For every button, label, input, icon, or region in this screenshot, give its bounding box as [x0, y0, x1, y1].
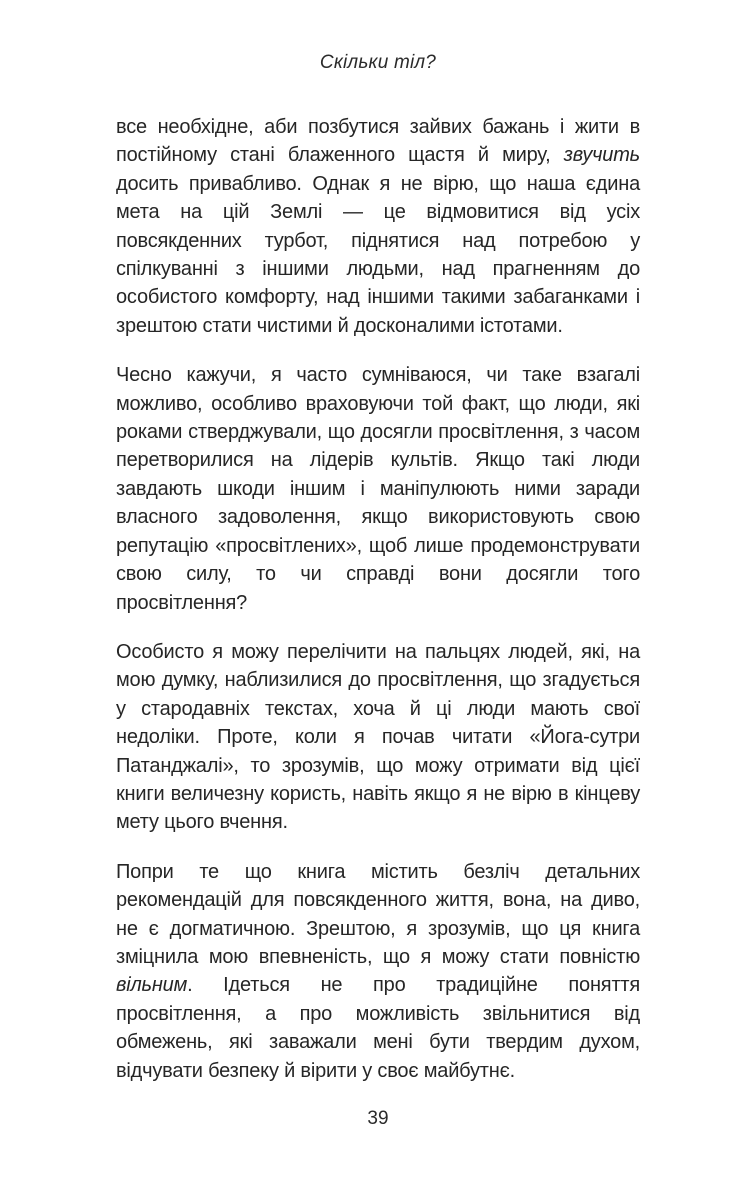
paragraph [116, 361, 640, 617]
italic-text: вільним [116, 974, 188, 997]
running-header: Скільки тіл? [319, 52, 437, 73]
body-text [116, 113, 640, 1085]
paragraph [116, 858, 640, 1085]
text-segment: досить привабливо. Однак я не вірю, що наша єдина мета на цій Землі — це відмовитися від усіх повсякденних турбот, піднятися над потребою у спілкуванні з іншими людьми, над прагненням до особистого комфорту, над іншими такими забаганками і зрештою стати чистими й досконалими істотами. [116, 172, 640, 337]
text-segment: все необхідне, аби позбутися зайвих бажань і жити в постійному стані блаженного щастя й миру, [116, 116, 640, 167]
text-segment: Особисто я можу перелічити на пальцях людей, які, на мою думку, наблизилися до просвітлення, що згадується у стародавніх текстах, хоча й ці люди мають свої недоліки. Проте, коли я почав читати «Йога-сутри Патанджалі», то зрозумів, що можу отримати від цієї книги величезну користь, навіть якщо я не вірю в кінцеву мету цього вчення. [116, 640, 640, 834]
paragraph [116, 113, 640, 340]
page-number: 39 [367, 1108, 389, 1129]
text-segment: . Ідеться не про традиційне поняття просвітлення, а про можливість звільнитися від обмежень, які заважали мені бути твердим духом, відчувати безпеку й вірити у своє майбутнє. [116, 974, 640, 1082]
italic-text: звучить [563, 144, 640, 167]
text-segment: Чесно кажучи, я часто сумніваюся, чи таке взагалі можливо, особливо враховуючи той факт, що люди, які роками стверджували, що досягли просвітлення, з часом перетворилися на лідерів культів. Якщо такі люди завдають шкоди іншим і маніпулюють ними заради власного задоволення, якщо використовують свою репутацію «просвітлених», щоб лише продемонструвати свою силу, то чи справді вони досягли того просвітлення? [116, 364, 640, 614]
text-segment: Попри те що книга містить безліч детальних рекомендацій для повсякденного життя, вона, на диво, не є догматичною. Зрештою, я зрозумів, що ця книга зміцнила мою впевненість, що я можу стати повністю [116, 860, 640, 968]
paragraph [116, 638, 640, 837]
